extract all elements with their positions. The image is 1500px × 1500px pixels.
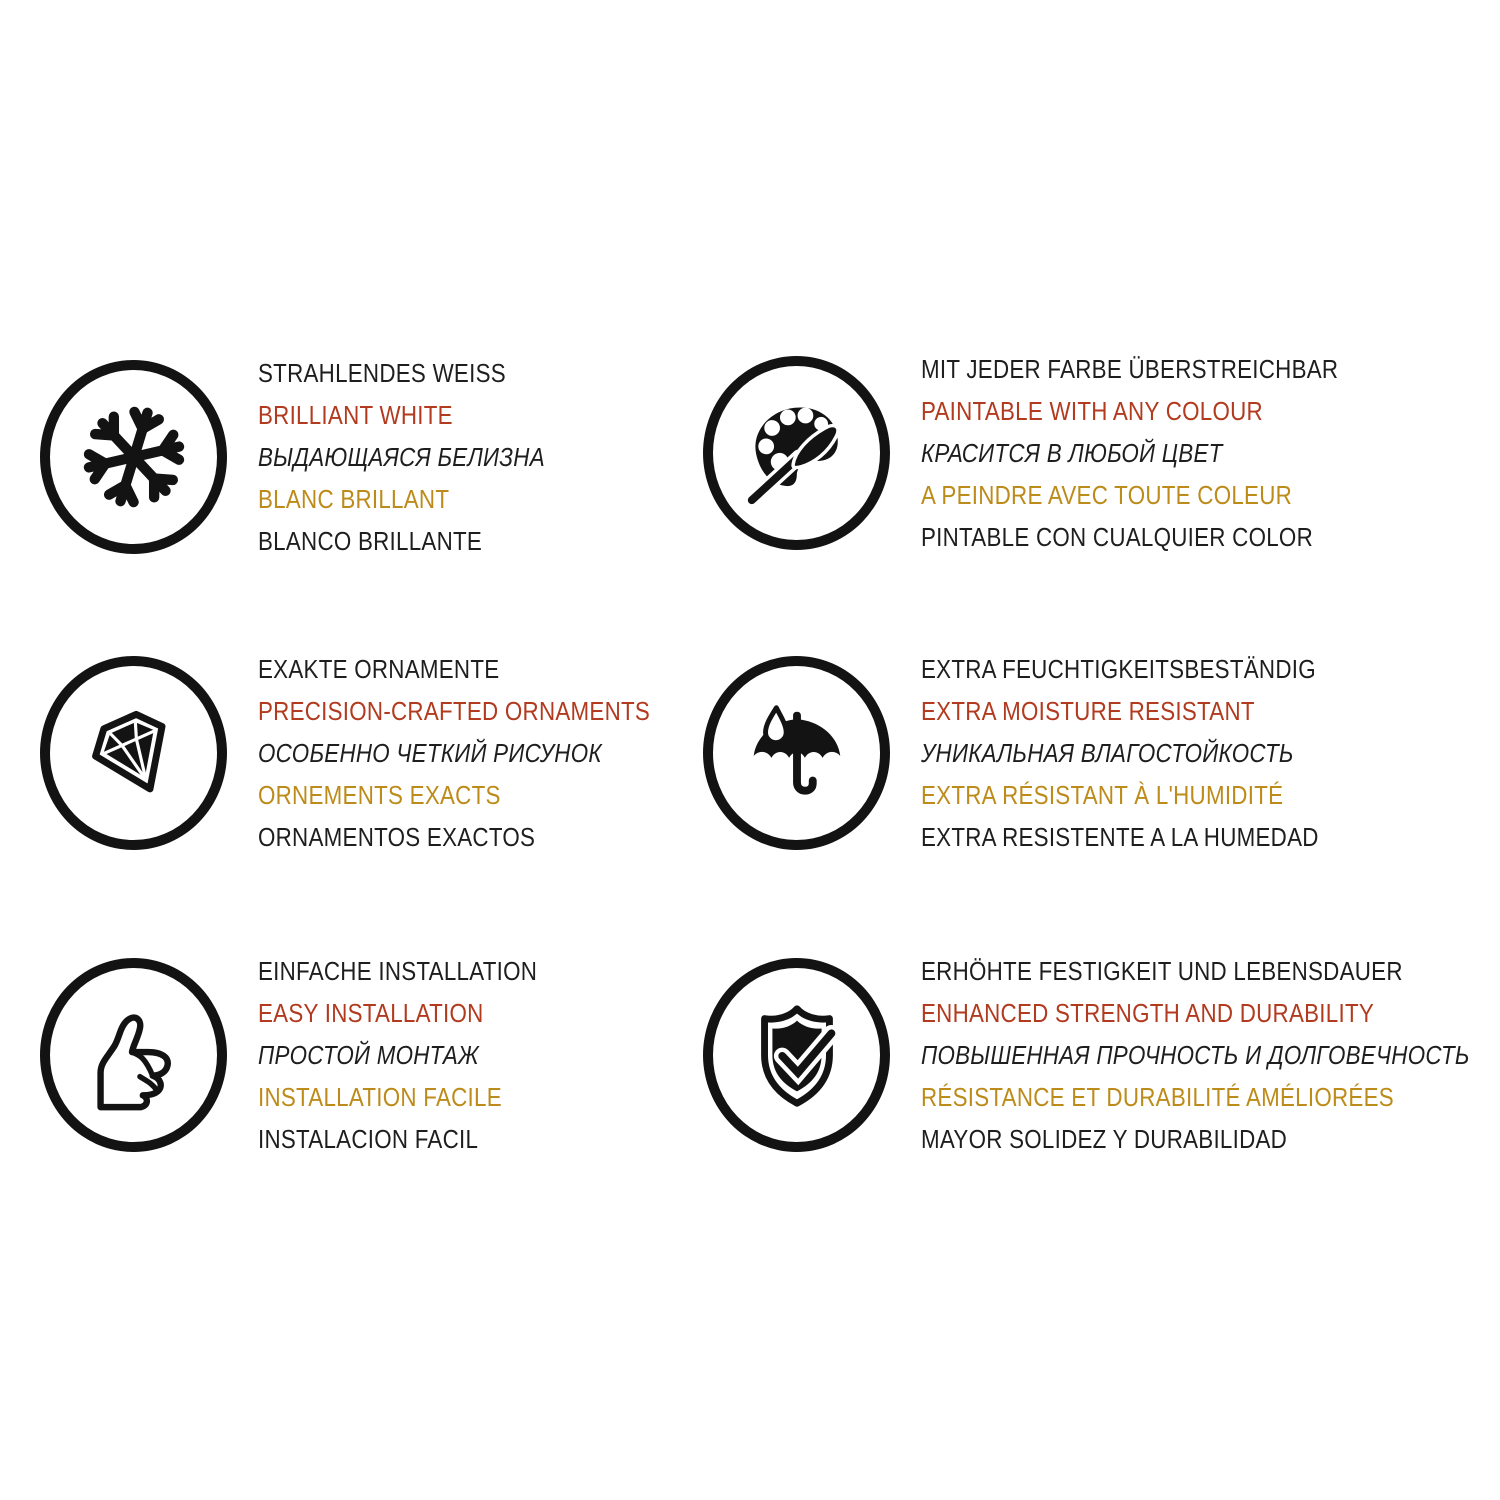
- snowflake-icon: [75, 398, 193, 516]
- feature-line-en: EASY INSTALLATION: [258, 998, 484, 1028]
- feature-line-de: EXTRA FEUCHTIGKEITSBESTÄNDIG: [921, 654, 1316, 684]
- feature-line-fr: INSTALLATION FACILE: [258, 1082, 502, 1112]
- feature-item-paint-palette: [703, 348, 1406, 558]
- feature-line-de: ERHÖHTE FESTIGKEIT UND LEBENSDAUER: [921, 956, 1403, 986]
- feature-line-en: BRILLIANT WHITE: [258, 400, 453, 430]
- feature-item-diamond: [40, 648, 714, 858]
- paint-palette-icon: [738, 394, 856, 512]
- feature-icon-circle: [40, 360, 227, 554]
- feature-line-en: ENHANCED STRENGTH AND DURABILITY: [921, 998, 1375, 1028]
- feature-line-ru: КРАСИТСЯ В ЛЮБОЙ ЦВЕТ: [921, 438, 1223, 468]
- feature-item-umbrella: [703, 648, 1383, 858]
- feature-text: [258, 950, 537, 1160]
- feature-line-de: STRAHLENDES WEISS: [258, 358, 506, 388]
- feature-line-en: PRECISION-CRAFTED ORNAMENTS: [258, 696, 651, 726]
- feature-icon-circle: [703, 656, 890, 850]
- diamond-icon: [75, 694, 193, 812]
- feature-line-fr: A PEINDRE AVEC TOUTE COLEUR: [921, 480, 1293, 510]
- umbrella-icon: [738, 694, 856, 812]
- feature-icon-circle: [703, 958, 890, 1152]
- feature-line-fr: ORNEMENTS EXACTS: [258, 780, 501, 810]
- feature-line-de: EINFACHE INSTALLATION: [258, 956, 538, 986]
- feature-line-de: EXAKTE ORNAMENTE: [258, 654, 500, 684]
- feature-line-ru: ПРОСТОЙ МОНТАЖ: [258, 1040, 479, 1070]
- feature-line-es: EXTRA RESISTENTE A LA HUMEDAD: [921, 822, 1319, 852]
- feature-item-shield-check: [703, 950, 1500, 1160]
- feature-line-ru: ВЫДАЮЩАЯСЯ БЕЛИЗНА: [258, 442, 545, 472]
- shield-check-icon: [738, 996, 856, 1114]
- feature-line-es: INSTALACION FACIL: [258, 1124, 479, 1154]
- feature-line-en: PAINTABLE WITH ANY COLOUR: [921, 396, 1263, 426]
- feature-line-es: BLANCO BRILLANTE: [258, 526, 483, 556]
- feature-line-es: MAYOR SOLIDEZ Y DURABILIDAD: [921, 1124, 1288, 1154]
- feature-item-thumbs-up: [40, 950, 583, 1160]
- feature-icon-circle: [40, 656, 227, 850]
- feature-text: [921, 348, 1338, 558]
- feature-line-ru: ОСОБЕННО ЧЕТКИЙ РИСУНОК: [258, 738, 602, 768]
- feature-text: [921, 950, 1470, 1160]
- feature-line-de: MIT JEDER FARBE ÜBERSTREICHBAR: [921, 354, 1339, 384]
- thumbs-up-icon: [75, 996, 193, 1114]
- feature-item-snowflake: [40, 352, 592, 562]
- feature-text: [921, 648, 1319, 858]
- feature-line-fr: BLANC BRILLANT: [258, 484, 450, 514]
- feature-line-ru: ПОВЫШЕННАЯ ПРОЧНОСТЬ И ДОЛГОВЕЧНОСТЬ: [921, 1040, 1470, 1070]
- feature-icon-circle: [40, 958, 227, 1152]
- feature-line-fr: EXTRA RÉSISTANT À L'HUMIDITÉ: [921, 780, 1284, 810]
- feature-text: [258, 648, 650, 858]
- feature-line-ru: УНИКАЛЬНАЯ ВЛАГОСТОЙКОСТЬ: [921, 738, 1294, 768]
- feature-line-es: ORNAMENTOS EXACTOS: [258, 822, 536, 852]
- feature-line-en: EXTRA MOISTURE RESISTANT: [921, 696, 1255, 726]
- feature-icon-circle: [703, 356, 890, 550]
- feature-line-fr: RÉSISTANCE ET DURABILITÉ AMÉLIORÉES: [921, 1082, 1394, 1112]
- feature-text: [258, 352, 545, 562]
- feature-line-es: PINTABLE CON CUALQUIER COLOR: [921, 522, 1313, 552]
